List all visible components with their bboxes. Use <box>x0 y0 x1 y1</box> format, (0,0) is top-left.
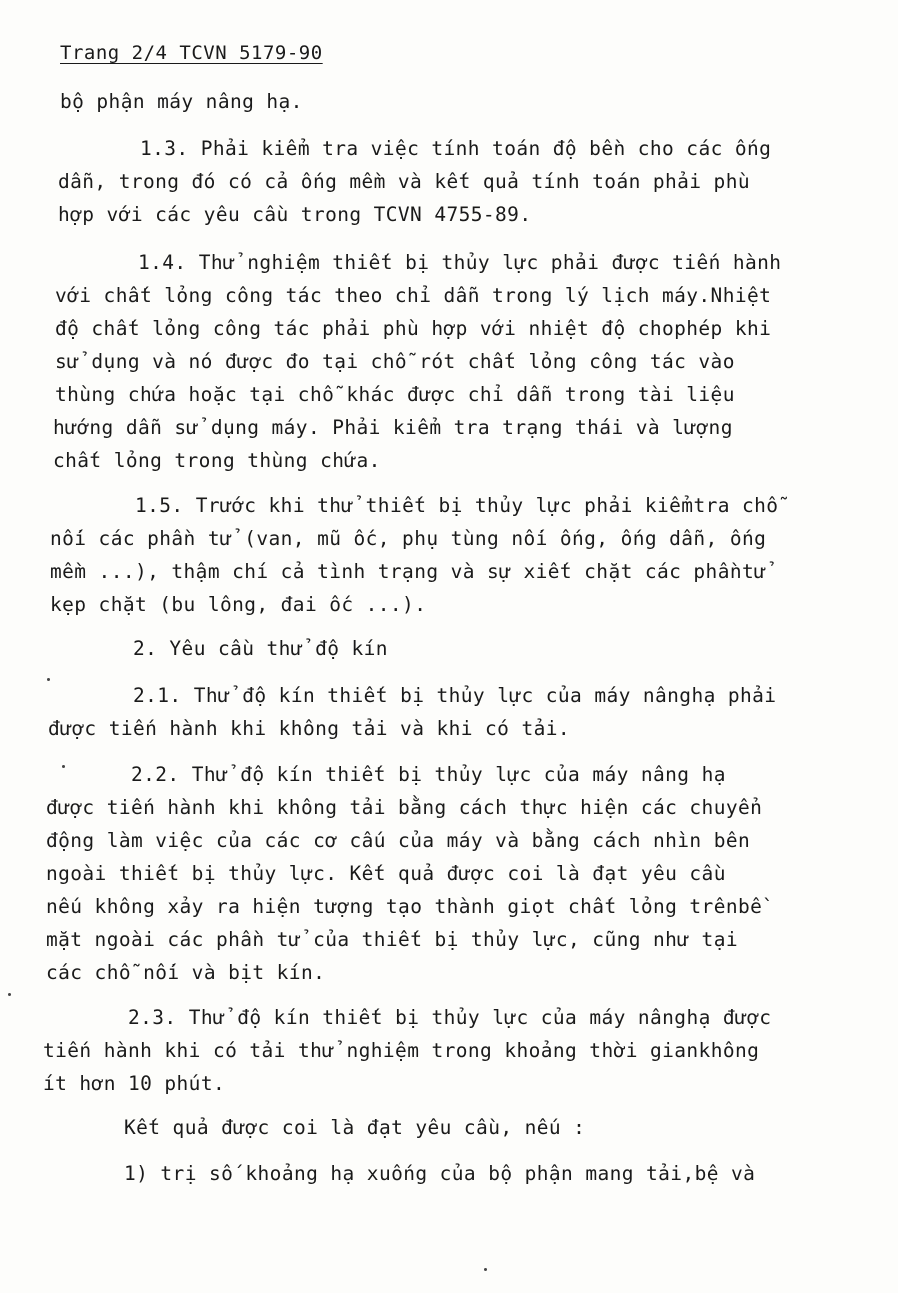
text-line: mềm ...), thậm chí cả tình trạng và sự xiết chặt các phầntử <box>50 560 767 583</box>
text-line: được tiến hành khi không tải bằng cách thực hiện các chuyển <box>46 796 763 819</box>
text-line: dẫn, trong đó có cả ống mềm và kết quả tính toán phải phù <box>58 170 750 193</box>
text-line: kẹp chặt (bu lông, đai ốc ...). <box>50 593 427 616</box>
text-line: Kết quả được coi là đạt yêu cầu, nếu : <box>124 1116 586 1139</box>
text-line: 1.5. Trước khi thử thiết bị thủy lực phải kiểmtra chỗ <box>135 494 779 517</box>
text-line: bộ phận máy nâng hạ. <box>60 90 303 113</box>
text-line: mặt ngoài các phần tử của thiết bị thủy lực, cũng như tại <box>46 928 738 951</box>
text-line: 2.2. Thử độ kín thiết bị thủy lực của máy nâng hạ <box>131 763 726 786</box>
text-line: nối các phần tử (van, mũ ốc, phụ tùng nối ống, ống dẫn, ống <box>50 527 767 550</box>
text-line: 1) trị số khoảng hạ xuống của bộ phận mang tải,bệ và <box>124 1162 756 1185</box>
text-line: 2.3. Thử độ kín thiết bị thủy lực của máy nânghạ được <box>128 1006 772 1029</box>
scan-speck <box>62 765 65 768</box>
text-line: được tiến hành khi không tải và khi có tải. <box>48 717 571 740</box>
text-line: động làm việc của các cơ cấu của máy và bằng cách nhìn bên <box>46 829 751 852</box>
text-line: các chỗ nối và bịt kín. <box>46 961 326 984</box>
text-line: nếu không xảy ra hiện tượng tạo thành giọt chất lỏng trênbề <box>46 895 763 918</box>
text-line: hợp với các yêu cầu trong TCVN 4755-89. <box>58 203 532 226</box>
scan-speck <box>47 678 50 681</box>
text-line: với chất lỏng công tác theo chỉ dẫn trong lý lịch máy.Nhiệt <box>55 284 772 307</box>
text-line: chất lỏng trong thùng chứa. <box>53 449 381 472</box>
text-line: độ chất lỏng công tác phải phù hợp với nhiệt độ chophép khi <box>55 317 772 340</box>
text-line: hướng dẫn sử dụng máy. Phải kiểm tra trạng thái và lượng <box>53 416 733 439</box>
text-line: thùng chứa hoặc tại chỗ khác được chỉ dẫn trong tài liệu <box>55 383 735 406</box>
text-line: 1.4. Thử nghiệm thiết bị thủy lực phải được tiến hành <box>138 251 782 274</box>
scan-speck <box>8 993 11 996</box>
text-line: tiến hành khi có tải thử nghiệm trong khoảng thời giankhông <box>43 1039 760 1062</box>
scan-speck <box>484 1268 487 1271</box>
text-line: ngoài thiết bị thủy lực. Kết quả được coi là đạt yêu cầu <box>46 862 726 885</box>
text-line: 2.1. Thử độ kín thiết bị thủy lực của máy nânghạ phải <box>133 684 777 707</box>
section-heading: 2. Yêu cầu thử độ kín <box>133 637 388 660</box>
text-line: ít hơn 10 phút. <box>43 1072 226 1095</box>
text-line: sử dụng và nó được đo tại chỗ rót chất lỏng công tác vào <box>55 350 735 373</box>
text-line: 1.3. Phải kiểm tra việc tính toán độ bền cho các ống <box>140 137 772 160</box>
page-header: Trang 2/4 TCVN 5179-90 <box>60 42 323 64</box>
